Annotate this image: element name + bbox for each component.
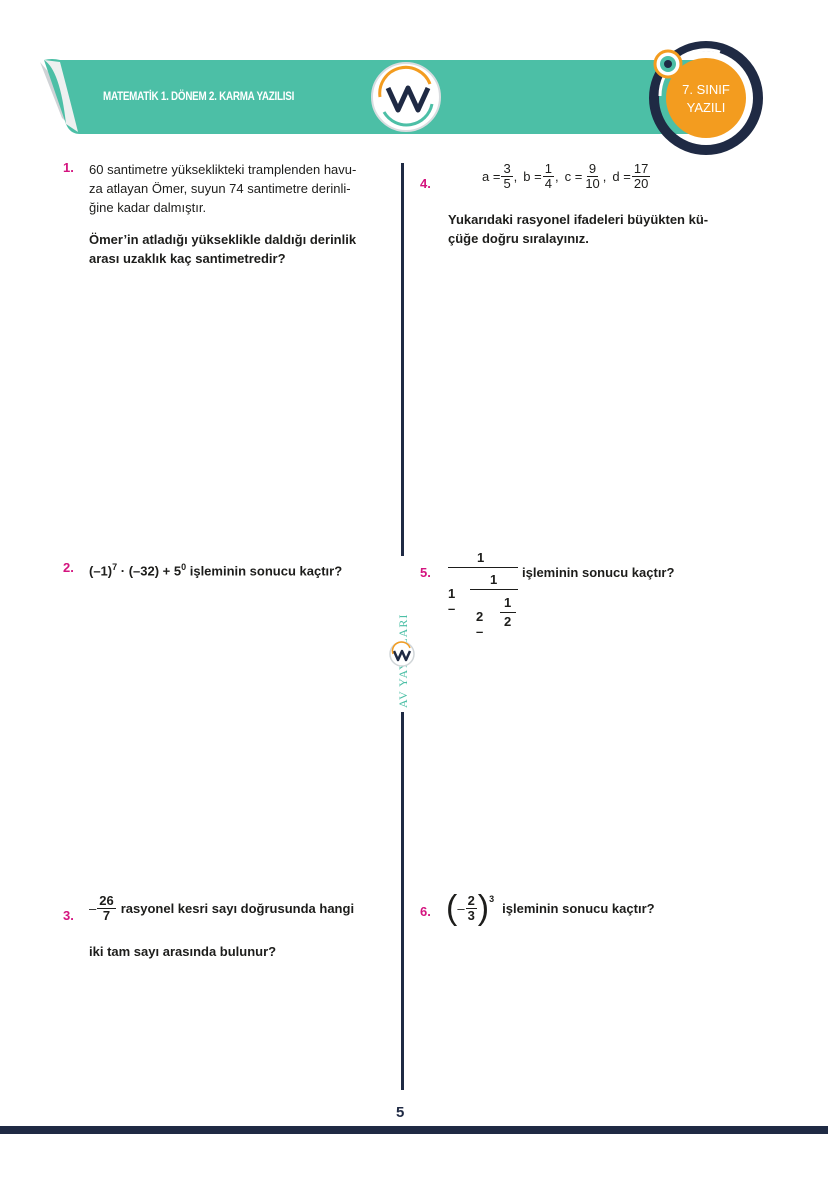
vertical-brand (380, 560, 424, 710)
column-separator (401, 163, 404, 556)
badge-type: YAZILI (686, 100, 726, 115)
question-3-prompt: iki tam sayı arasında bulunur? (89, 944, 277, 959)
question-number: 5. (420, 565, 431, 580)
question-1-line: ğine kadar dalmıştır. (89, 200, 207, 215)
exam-title: MATEMATİK 1. DÖNEM 2. KARMA YAZILISI (103, 89, 295, 103)
question-1-line: za atlayan Ömer, suyun 74 santimetre derinli- (89, 181, 351, 196)
question-4-prompt: çüğe doğru sıralayınız. (448, 231, 589, 246)
question-5-prompt: işleminin sonucu kaçtır? (522, 565, 675, 580)
question-number: 2. (63, 560, 74, 575)
question-6-expression: ( – $\frac{2}{3}$ ) $^3$ işleminin sonucu kaçtır? (446, 889, 655, 927)
question-number: 1. (63, 160, 74, 175)
column-separator (401, 712, 404, 1090)
question-number: 3. (63, 908, 74, 923)
question-1-prompt: arası uzaklık kaç santimetredir? (89, 251, 286, 266)
question-1-line: 60 santimetre yükseklikteki tramplenden havu- (89, 162, 357, 177)
question-4-values: a = $\frac{3}{5}$ , b = $\frac{1}{4}$ , c = $\frac{9}{10}$ , d = $\frac{17}{20}$ (482, 161, 649, 191)
question-number: 4. (420, 176, 431, 191)
question-4-prompt: Yukarıdaki rasyonel ifadeleri büyükten kü- (448, 212, 709, 227)
question-3-expression: – $\frac{26}{7}$ rasyonel kesri sayı doğrusunda hangi (89, 893, 355, 923)
question-1-prompt: Ömer’in atladığı yükseklikle daldığı derinlik (89, 232, 357, 247)
page-number: 5 (396, 1104, 405, 1121)
question-number: 6. (420, 904, 431, 919)
badge-grade: 7. SINIF (682, 82, 730, 97)
question-2-expression: $(-1)^7 \cdot (-32) + 5^0$ işleminin sonucu kaçtır? (89, 562, 343, 579)
footer-bar (0, 1126, 828, 1134)
fraction: $\frac{26}{7}$ (99, 893, 114, 923)
